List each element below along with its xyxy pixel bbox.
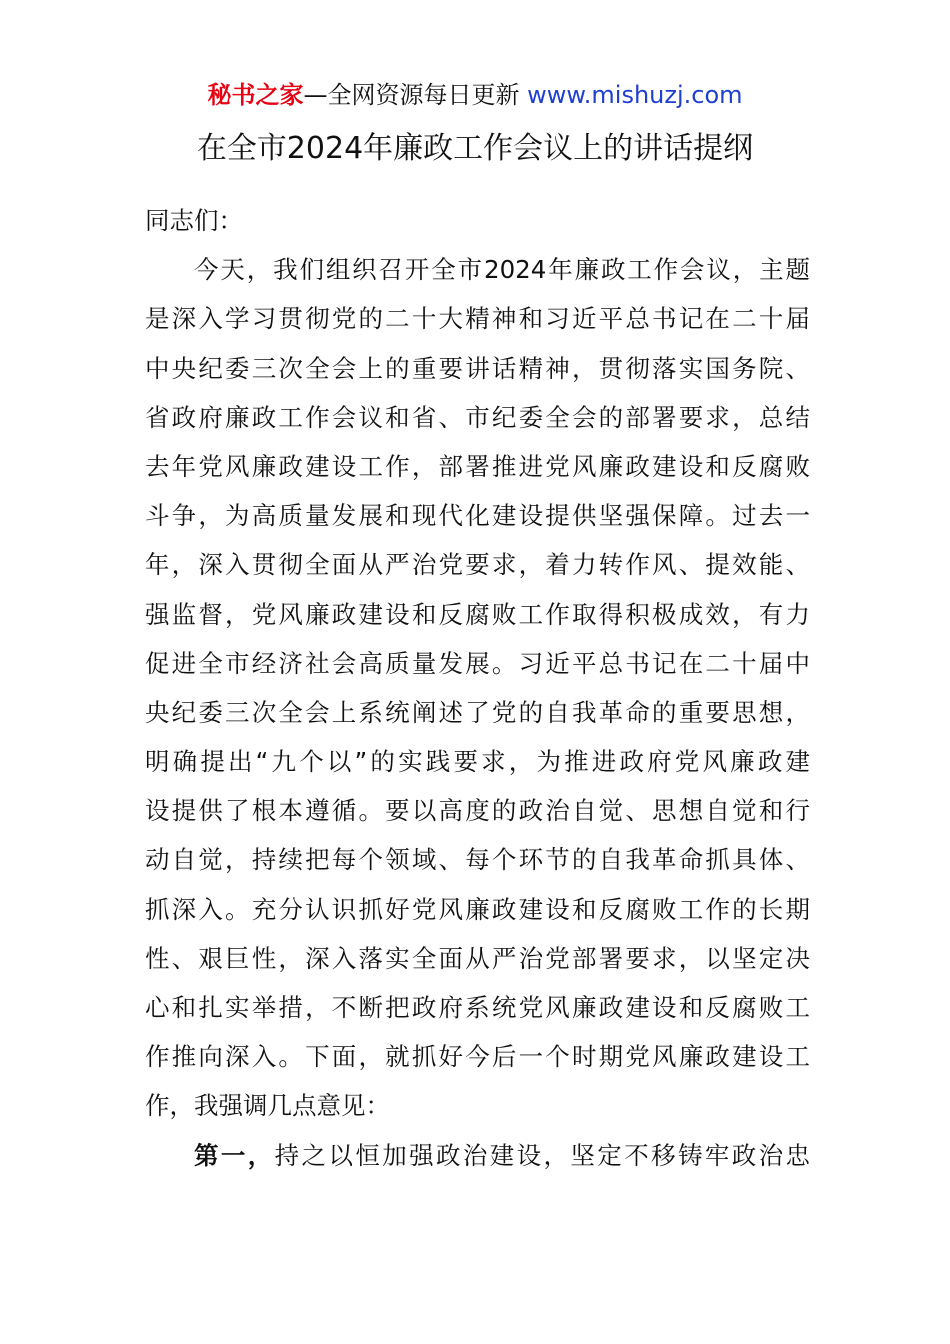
salutation: 同志们： (145, 206, 243, 235)
paragraph-line: 年，深入贯彻全面从严治党要求，着力转作风、提效能、 (145, 550, 810, 580)
document-title: 在全市2024年廉政工作会议上的讲话提纲 (196, 131, 754, 166)
site-tagline: —全网资源每日更新 (303, 81, 528, 109)
point-one-text: 持之以恒加强政治建设，坚定不移铸牢政治忠 (274, 1140, 811, 1170)
paragraph-line: 中央纪委三次全会上的重要讲话精神，贯彻落实国务院、 (145, 353, 810, 383)
paragraph-line: 设提供了根本遵循。要以高度的政治自觉、思想自觉和行 (145, 796, 810, 826)
paragraph-line: 去年党风廉政建设工作，部署推进党风廉政建设和反腐败 (145, 451, 810, 481)
paragraph-line: 央纪委三次全会上系统阐述了党的自我革命的重要思想， (145, 697, 810, 727)
paragraph-line: 是深入学习贯彻党的二十大精神和习近平总书记在二十届 (145, 304, 810, 334)
paragraph-line: 动自觉，持续把每个领域、每个环节的自我革命抓具体、 (145, 845, 810, 875)
paragraph-line: 抓深入。充分认识抓好党风廉政建设和反腐败工作的长期 (145, 894, 810, 924)
paragraph-line: 斗争，为高质量发展和现代化建设提供坚强保障。过去一 (145, 501, 810, 531)
paragraph-line: 省政府廉政工作会议和省、市纪委全会的部署要求，总结 (145, 402, 810, 432)
site-url: www.mishuzj.com (527, 81, 743, 109)
paragraph-line: 心和扎实举措，不断把政府系统党风廉政建设和反腐败工 (145, 993, 810, 1022)
site-watermark-header (0, 78, 950, 112)
site-brand-name: 秘书之家 (207, 81, 304, 109)
paragraph-line: 作，我强调几点意见： (145, 1091, 390, 1121)
paragraph-line: 作推向深入。下面，就抓好今后一个时期党风廉政建设工 (145, 1042, 810, 1072)
paragraph-line: 性、艰巨性，深入落实全面从严治党部署要求，以坚定决 (145, 943, 810, 973)
point-one-line (145, 1131, 810, 1180)
point-one-lead: 第一， (194, 1140, 275, 1170)
document-body (145, 196, 810, 1180)
paragraph-line: 强监督，党风廉政建设和反腐败工作取得积极成效，有力 (145, 599, 810, 629)
paragraph-line: 今天，我们组织召开全市2024年廉政工作会议，主题 (194, 255, 810, 285)
paragraph-line: 明确提出“九个以”的实践要求，为推进政府党风廉政建 (145, 747, 810, 777)
paragraph-line: 促进全市经济社会高质量发展。习近平总书记在二十届中 (145, 648, 810, 678)
